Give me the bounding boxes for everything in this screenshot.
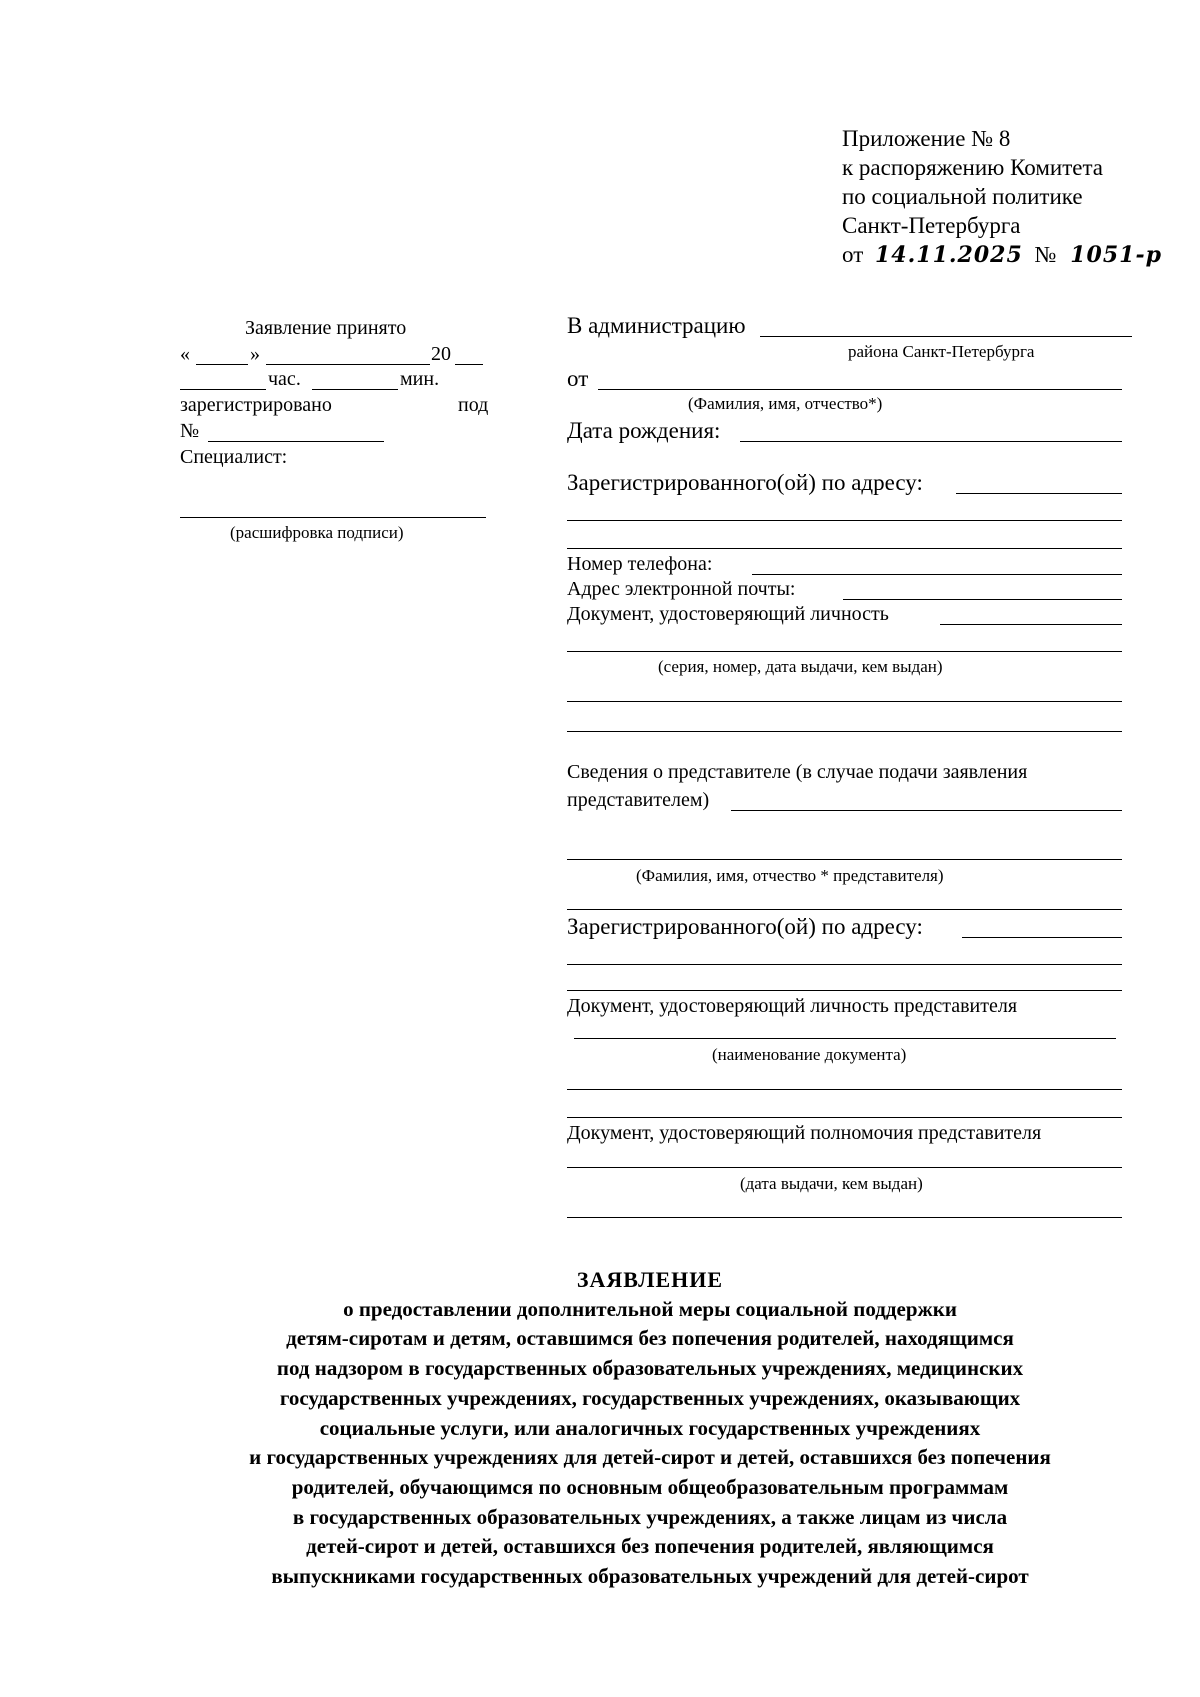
birth-date-label: Дата рождения: — [567, 418, 721, 443]
birth-date-field[interactable] — [740, 441, 1122, 442]
representative-id-line-2[interactable] — [567, 1089, 1122, 1090]
appendix-city-line: Санкт-Петербурга — [842, 213, 1021, 238]
under-label: под — [458, 394, 489, 416]
appendix-number: Приложение № 8 — [842, 126, 1011, 151]
statement-line: и государственных учреждениях для детей-сирот и детей, оставшихся без попечения — [249, 1445, 1051, 1470]
number-sign: № — [1034, 242, 1057, 267]
date-prefix: от — [842, 242, 864, 267]
hours-label: час. — [268, 368, 301, 390]
from-label: от — [567, 366, 589, 391]
statement-title: ЗАЯВЛЕНИЕ — [576, 1267, 724, 1292]
day-field[interactable] — [196, 364, 248, 365]
representative-address-line-2[interactable] — [567, 964, 1122, 965]
representative-name-field[interactable] — [567, 859, 1122, 860]
applicant-id-field[interactable] — [940, 624, 1122, 625]
handwritten-date: 14.11.2025 — [875, 242, 1023, 268]
minutes-label: мин. — [400, 368, 440, 390]
applicant-name-caption: (Фамилия, имя, отчество*) — [688, 394, 883, 413]
statement-line: социальные услуги, или аналогичных государственных учреждениях — [319, 1415, 981, 1440]
administration-field[interactable] — [760, 336, 1132, 337]
handwritten-number: 1051-р — [1070, 242, 1162, 268]
representative-id-line-3[interactable] — [567, 1117, 1122, 1118]
statement-line: под надзором в государственных образовательных учреждениях, медицинских — [276, 1356, 1024, 1381]
representative-address-line-3[interactable] — [567, 990, 1122, 991]
applicant-address-label: Зарегистрированного(ой) по адресу: — [567, 470, 923, 495]
registered-label: зарегистрировано — [180, 394, 332, 416]
representative-info-line2: представителем) — [567, 789, 710, 811]
phone-field[interactable] — [752, 574, 1122, 575]
applicant-id-caption: (серия, номер, дата выдачи, кем выдан) — [658, 657, 943, 676]
signature-caption: (расшифровка подписи) — [230, 523, 404, 542]
statement-line: государственных учреждениях, государственных учреждениях, оказывающих — [279, 1385, 1021, 1410]
representative-address-field[interactable] — [962, 937, 1122, 938]
specialist-label: Специалист: — [180, 446, 288, 468]
specialist-signature-field[interactable] — [180, 517, 486, 518]
representative-name-line-2[interactable] — [567, 909, 1122, 910]
month-field[interactable] — [266, 364, 430, 365]
authority-document-field[interactable] — [567, 1167, 1122, 1168]
statement-line: детей-сирот и детей, оставшихся без попечения родителей, являющимся — [306, 1534, 994, 1559]
applicant-name-field[interactable] — [598, 389, 1122, 390]
email-label: Адрес электронной почты: — [567, 578, 796, 600]
statement-line: детям-сиротам и детям, оставшимся без попечения родителей, находящимся — [286, 1326, 1014, 1351]
statement-title-block — [150, 1265, 1150, 1592]
minutes-field[interactable] — [312, 389, 398, 390]
representative-name-caption: (Фамилия, имя, отчество * представителя) — [636, 866, 944, 885]
registration-number-field[interactable] — [208, 441, 384, 442]
email-field[interactable] — [843, 599, 1122, 600]
representative-info-line1: Сведения о представителе (в случае подачи заявления — [567, 761, 1028, 783]
statement-line: о предоставлении дополнительной меры социальной поддержки — [343, 1296, 957, 1321]
quote-close: » — [250, 343, 260, 365]
statement-line: в государственных образовательных учреждениях, а также лицам из числа — [292, 1504, 1008, 1529]
applicant-id-line-2[interactable] — [567, 651, 1122, 652]
representative-id-caption: (наименование документа) — [712, 1045, 907, 1064]
hours-field[interactable] — [180, 389, 266, 390]
applicant-id-line-4[interactable] — [567, 731, 1122, 732]
applicant-address-line-3[interactable] — [567, 548, 1122, 549]
registration-number-label: № — [180, 420, 200, 442]
applicant-id-label: Документ, удостоверяющий личность — [567, 603, 889, 625]
applicant-address-field[interactable] — [956, 493, 1122, 494]
authority-document-caption: (дата выдачи, кем выдан) — [740, 1174, 923, 1193]
representative-info-field[interactable] — [731, 810, 1122, 811]
appendix-committee-line: по социальной политике — [842, 184, 1083, 209]
statement-accepted-label: Заявление принято — [245, 317, 407, 339]
representative-id-field[interactable] — [574, 1038, 1116, 1039]
representative-address-label: Зарегистрированного(ой) по адресу: — [567, 914, 923, 939]
administration-label: В администрацию — [567, 313, 746, 338]
year-prefix: 20 — [431, 343, 451, 365]
statement-line: выпускниками государственных образовательных учреждений для детей-сирот — [271, 1564, 1029, 1589]
phone-label: Номер телефона: — [567, 553, 713, 575]
year-field[interactable] — [455, 364, 483, 365]
statement-line: родителей, обучающимся по основным общеобразовательным программам — [291, 1474, 1009, 1499]
authority-document-label: Документ, удостоверяющий полномочия представителя — [567, 1122, 1042, 1144]
appendix-ref-line: к распоряжению Комитета — [842, 155, 1103, 180]
district-caption: района Санкт-Петербурга — [848, 342, 1035, 361]
representative-id-label: Документ, удостоверяющий личность представителя — [567, 995, 1018, 1017]
applicant-id-line-3[interactable] — [567, 701, 1122, 702]
authority-document-line-2[interactable] — [567, 1217, 1122, 1218]
quote-open: « — [180, 343, 190, 365]
appendix-date-line — [842, 240, 1162, 270]
applicant-address-line-2[interactable] — [567, 520, 1122, 521]
